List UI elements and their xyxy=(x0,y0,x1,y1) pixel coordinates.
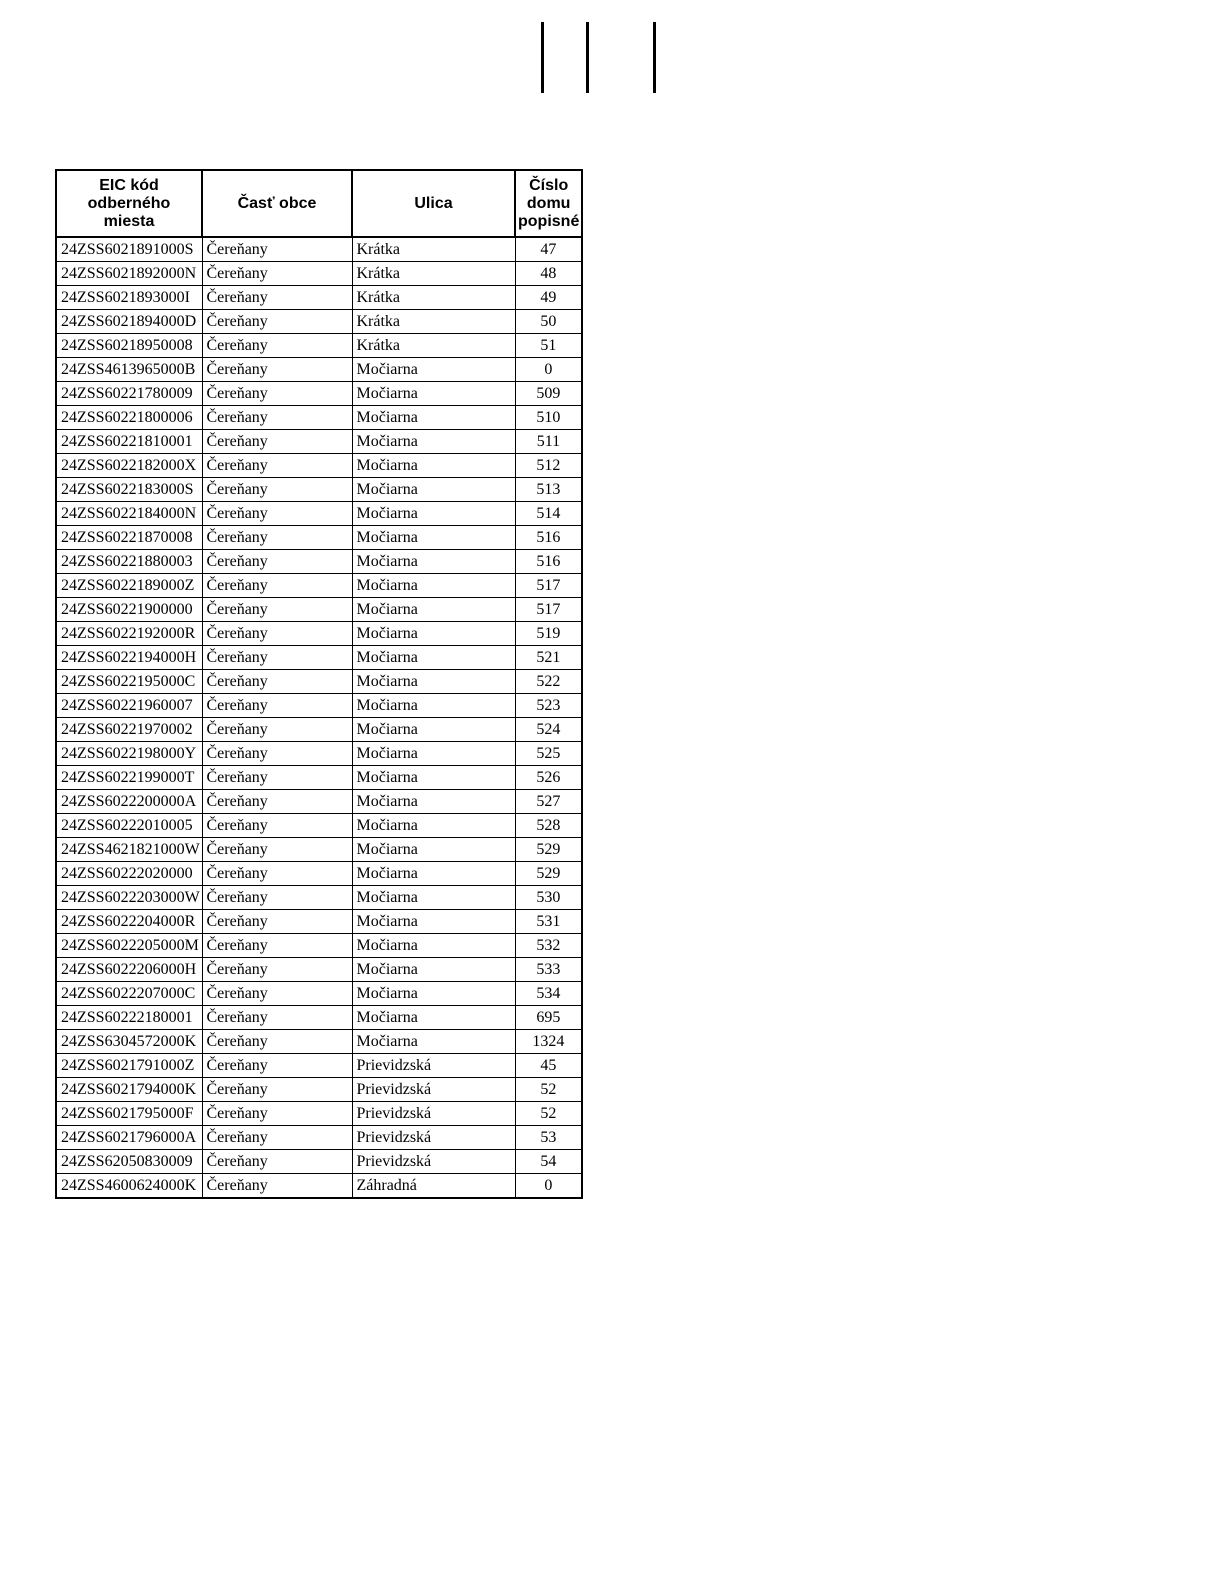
house-number-cell: 45 xyxy=(515,1054,582,1078)
eic-code-cell: 24ZSS6022189000Z xyxy=(56,574,202,598)
house-number-cell: 52 xyxy=(515,1102,582,1126)
house-number-cell: 534 xyxy=(515,982,582,1006)
table-row xyxy=(56,550,582,574)
eic-code-cell: 24ZSS6021796000A xyxy=(56,1126,202,1150)
table-row xyxy=(56,718,582,742)
house-number-cell: 526 xyxy=(515,766,582,790)
table-row xyxy=(56,286,582,310)
house-number-cell: 528 xyxy=(515,814,582,838)
eic-code-cell: 24ZSS6022194000H xyxy=(56,646,202,670)
table-row xyxy=(56,670,582,694)
eic-code-cell: 24ZSS60221970002 xyxy=(56,718,202,742)
house-number-cell: 51 xyxy=(515,334,582,358)
eic-code-cell: 24ZSS4621821000W xyxy=(56,838,202,862)
street-cell: Krátka xyxy=(352,237,515,262)
street-cell: Močiarna xyxy=(352,550,515,574)
eic-code-cell: 24ZSS6021893000I xyxy=(56,286,202,310)
eic-code-cell: 24ZSS60218950008 xyxy=(56,334,202,358)
top-mark-2 xyxy=(586,22,589,93)
street-cell: Močiarna xyxy=(352,622,515,646)
house-number-cell: 50 xyxy=(515,310,582,334)
part-of-municipality-cell: Čereňany xyxy=(202,790,352,814)
part-of-municipality-cell: Čereňany xyxy=(202,310,352,334)
table-row xyxy=(56,262,582,286)
table-row xyxy=(56,1150,582,1174)
table-row xyxy=(56,694,582,718)
table-row xyxy=(56,790,582,814)
eic-code-cell: 24ZSS6022195000C xyxy=(56,670,202,694)
header-house-number: Číslo domu popisné xyxy=(515,170,582,237)
part-of-municipality-cell: Čereňany xyxy=(202,886,352,910)
table-row xyxy=(56,454,582,478)
eic-code-cell: 24ZSS6021794000K xyxy=(56,1078,202,1102)
part-of-municipality-cell: Čereňany xyxy=(202,286,352,310)
eic-code-cell: 24ZSS6304572000K xyxy=(56,1030,202,1054)
part-of-municipality-cell: Čereňany xyxy=(202,718,352,742)
eic-code-cell: 24ZSS60221900000 xyxy=(56,598,202,622)
street-cell: Krátka xyxy=(352,310,515,334)
street-cell: Močiarna xyxy=(352,574,515,598)
table-row xyxy=(56,526,582,550)
table-row xyxy=(56,622,582,646)
part-of-municipality-cell: Čereňany xyxy=(202,934,352,958)
house-number-cell: 0 xyxy=(515,1174,582,1199)
part-of-municipality-cell: Čereňany xyxy=(202,382,352,406)
eic-code-cell: 24ZSS6022205000M xyxy=(56,934,202,958)
eic-code-cell: 24ZSS6022204000R xyxy=(56,910,202,934)
street-cell: Močiarna xyxy=(352,646,515,670)
house-number-cell: 524 xyxy=(515,718,582,742)
eic-code-cell: 24ZSS6022200000A xyxy=(56,790,202,814)
part-of-municipality-cell: Čereňany xyxy=(202,838,352,862)
house-number-cell: 47 xyxy=(515,237,582,262)
part-of-municipality-cell: Čereňany xyxy=(202,694,352,718)
eic-code-cell: 24ZSS6022184000N xyxy=(56,502,202,526)
header-street: Ulica xyxy=(352,170,515,237)
part-of-municipality-cell: Čereňany xyxy=(202,598,352,622)
part-of-municipality-cell: Čereňany xyxy=(202,646,352,670)
part-of-municipality-cell: Čereňany xyxy=(202,406,352,430)
part-of-municipality-cell: Čereňany xyxy=(202,502,352,526)
eic-code-cell: 24ZSS6022198000Y xyxy=(56,742,202,766)
part-of-municipality-cell: Čereňany xyxy=(202,550,352,574)
street-cell: Prievidzská xyxy=(352,1078,515,1102)
part-of-municipality-cell: Čereňany xyxy=(202,1150,352,1174)
street-cell: Močiarna xyxy=(352,814,515,838)
table-row xyxy=(56,742,582,766)
street-cell: Prievidzská xyxy=(352,1150,515,1174)
eic-code-cell: 24ZSS60222010005 xyxy=(56,814,202,838)
street-cell: Močiarna xyxy=(352,982,515,1006)
street-cell: Močiarna xyxy=(352,838,515,862)
table-row xyxy=(56,982,582,1006)
street-cell: Močiarna xyxy=(352,358,515,382)
table-row xyxy=(56,862,582,886)
house-number-cell: 533 xyxy=(515,958,582,982)
eic-code-cell: 24ZSS6022207000C xyxy=(56,982,202,1006)
street-cell: Močiarna xyxy=(352,958,515,982)
part-of-municipality-cell: Čereňany xyxy=(202,622,352,646)
street-cell: Krátka xyxy=(352,262,515,286)
house-number-cell: 523 xyxy=(515,694,582,718)
house-number-cell: 52 xyxy=(515,1078,582,1102)
eic-code-cell: 24ZSS6022206000H xyxy=(56,958,202,982)
eic-code-cell: 24ZSS6022183000S xyxy=(56,478,202,502)
street-cell: Močiarna xyxy=(352,886,515,910)
eic-code-cell: 24ZSS6021795000F xyxy=(56,1102,202,1126)
house-number-cell: 527 xyxy=(515,790,582,814)
street-cell: Krátka xyxy=(352,334,515,358)
street-cell: Močiarna xyxy=(352,406,515,430)
street-cell: Močiarna xyxy=(352,454,515,478)
street-cell: Močiarna xyxy=(352,1006,515,1030)
eic-code-cell: 24ZSS60221870008 xyxy=(56,526,202,550)
table-row xyxy=(56,1174,582,1199)
eic-code-cell: 24ZSS60221960007 xyxy=(56,694,202,718)
header-row xyxy=(56,170,582,237)
table-row xyxy=(56,1054,582,1078)
eic-code-cell: 24ZSS62050830009 xyxy=(56,1150,202,1174)
part-of-municipality-cell: Čereňany xyxy=(202,862,352,886)
table-row xyxy=(56,237,582,262)
part-of-municipality-cell: Čereňany xyxy=(202,910,352,934)
house-number-cell: 522 xyxy=(515,670,582,694)
table-row xyxy=(56,430,582,454)
house-number-cell: 521 xyxy=(515,646,582,670)
house-number-cell: 516 xyxy=(515,550,582,574)
street-cell: Močiarna xyxy=(352,382,515,406)
street-cell: Močiarna xyxy=(352,694,515,718)
house-number-cell: 514 xyxy=(515,502,582,526)
eic-code-cell: 24ZSS4600624000K xyxy=(56,1174,202,1199)
street-cell: Prievidzská xyxy=(352,1102,515,1126)
table-row xyxy=(56,574,582,598)
part-of-municipality-cell: Čereňany xyxy=(202,430,352,454)
eic-code-cell: 24ZSS6022203000W xyxy=(56,886,202,910)
house-number-cell: 49 xyxy=(515,286,582,310)
street-cell: Záhradná xyxy=(352,1174,515,1199)
eic-code-cell: 24ZSS60221800006 xyxy=(56,406,202,430)
street-cell: Močiarna xyxy=(352,862,515,886)
eic-code-cell: 24ZSS6022192000R xyxy=(56,622,202,646)
street-cell: Močiarna xyxy=(352,910,515,934)
house-number-cell: 517 xyxy=(515,574,582,598)
eic-code-cell: 24ZSS6021894000D xyxy=(56,310,202,334)
part-of-municipality-cell: Čereňany xyxy=(202,766,352,790)
eic-code-cell: 24ZSS60222180001 xyxy=(56,1006,202,1030)
header-part-of-municipality: Časť obce xyxy=(202,170,352,237)
eic-code-cell: 24ZSS4613965000B xyxy=(56,358,202,382)
part-of-municipality-cell: Čereňany xyxy=(202,262,352,286)
street-cell: Močiarna xyxy=(352,1030,515,1054)
table-row xyxy=(56,1030,582,1054)
table-row xyxy=(56,382,582,406)
part-of-municipality-cell: Čereňany xyxy=(202,478,352,502)
eic-code-cell: 24ZSS6021791000Z xyxy=(56,1054,202,1078)
table-row xyxy=(56,838,582,862)
house-number-cell: 509 xyxy=(515,382,582,406)
house-number-cell: 54 xyxy=(515,1150,582,1174)
table-row xyxy=(56,1078,582,1102)
table-row xyxy=(56,478,582,502)
table-row xyxy=(56,646,582,670)
eic-code-cell: 24ZSS6021891000S xyxy=(56,237,202,262)
table-row xyxy=(56,1006,582,1030)
supply-points-table xyxy=(55,169,583,1199)
street-cell: Močiarna xyxy=(352,742,515,766)
part-of-municipality-cell: Čereňany xyxy=(202,982,352,1006)
top-mark-1 xyxy=(541,22,544,93)
house-number-cell: 531 xyxy=(515,910,582,934)
eic-code-cell: 24ZSS6022182000X xyxy=(56,454,202,478)
eic-code-cell: 24ZSS60221810001 xyxy=(56,430,202,454)
street-cell: Močiarna xyxy=(352,718,515,742)
house-number-cell: 532 xyxy=(515,934,582,958)
street-cell: Prievidzská xyxy=(352,1126,515,1150)
part-of-municipality-cell: Čereňany xyxy=(202,237,352,262)
part-of-municipality-cell: Čereňany xyxy=(202,1078,352,1102)
eic-code-cell: 24ZSS6021892000N xyxy=(56,262,202,286)
part-of-municipality-cell: Čereňany xyxy=(202,1174,352,1199)
part-of-municipality-cell: Čereňany xyxy=(202,1030,352,1054)
eic-code-cell: 24ZSS60221780009 xyxy=(56,382,202,406)
table-header xyxy=(56,170,582,237)
house-number-cell: 529 xyxy=(515,838,582,862)
street-cell: Močiarna xyxy=(352,766,515,790)
street-cell: Močiarna xyxy=(352,790,515,814)
eic-code-cell: 24ZSS6022199000T xyxy=(56,766,202,790)
street-cell: Močiarna xyxy=(352,478,515,502)
house-number-cell: 530 xyxy=(515,886,582,910)
table-row xyxy=(56,886,582,910)
street-cell: Močiarna xyxy=(352,598,515,622)
table-row xyxy=(56,358,582,382)
house-number-cell: 695 xyxy=(515,1006,582,1030)
street-cell: Močiarna xyxy=(352,526,515,550)
house-number-cell: 517 xyxy=(515,598,582,622)
street-cell: Močiarna xyxy=(352,502,515,526)
house-number-cell: 0 xyxy=(515,358,582,382)
eic-code-cell: 24ZSS60221880003 xyxy=(56,550,202,574)
top-mark-3 xyxy=(653,22,656,93)
header-eic-code: EIC kód odberného miesta xyxy=(56,170,202,237)
table-row xyxy=(56,334,582,358)
house-number-cell: 1324 xyxy=(515,1030,582,1054)
house-number-cell: 525 xyxy=(515,742,582,766)
table-row xyxy=(56,766,582,790)
table-body xyxy=(56,237,582,1198)
part-of-municipality-cell: Čereňany xyxy=(202,454,352,478)
part-of-municipality-cell: Čereňany xyxy=(202,358,352,382)
table-row xyxy=(56,934,582,958)
table-row xyxy=(56,502,582,526)
house-number-cell: 516 xyxy=(515,526,582,550)
house-number-cell: 510 xyxy=(515,406,582,430)
part-of-municipality-cell: Čereňany xyxy=(202,1054,352,1078)
part-of-municipality-cell: Čereňany xyxy=(202,958,352,982)
house-number-cell: 529 xyxy=(515,862,582,886)
part-of-municipality-cell: Čereňany xyxy=(202,1102,352,1126)
table-row xyxy=(56,1126,582,1150)
table-row xyxy=(56,1102,582,1126)
house-number-cell: 513 xyxy=(515,478,582,502)
house-number-cell: 48 xyxy=(515,262,582,286)
eic-code-cell: 24ZSS60222020000 xyxy=(56,862,202,886)
part-of-municipality-cell: Čereňany xyxy=(202,1126,352,1150)
street-cell: Močiarna xyxy=(352,670,515,694)
street-cell: Močiarna xyxy=(352,934,515,958)
part-of-municipality-cell: Čereňany xyxy=(202,1006,352,1030)
part-of-municipality-cell: Čereňany xyxy=(202,334,352,358)
house-number-cell: 519 xyxy=(515,622,582,646)
street-cell: Močiarna xyxy=(352,430,515,454)
part-of-municipality-cell: Čereňany xyxy=(202,814,352,838)
table-row xyxy=(56,814,582,838)
street-cell: Prievidzská xyxy=(352,1054,515,1078)
house-number-cell: 53 xyxy=(515,1126,582,1150)
table-row xyxy=(56,406,582,430)
table-row xyxy=(56,958,582,982)
house-number-cell: 512 xyxy=(515,454,582,478)
part-of-municipality-cell: Čereňany xyxy=(202,574,352,598)
street-cell: Krátka xyxy=(352,286,515,310)
table-row xyxy=(56,910,582,934)
part-of-municipality-cell: Čereňany xyxy=(202,526,352,550)
house-number-cell: 511 xyxy=(515,430,582,454)
table-row xyxy=(56,598,582,622)
table-row xyxy=(56,310,582,334)
part-of-municipality-cell: Čereňany xyxy=(202,742,352,766)
part-of-municipality-cell: Čereňany xyxy=(202,670,352,694)
